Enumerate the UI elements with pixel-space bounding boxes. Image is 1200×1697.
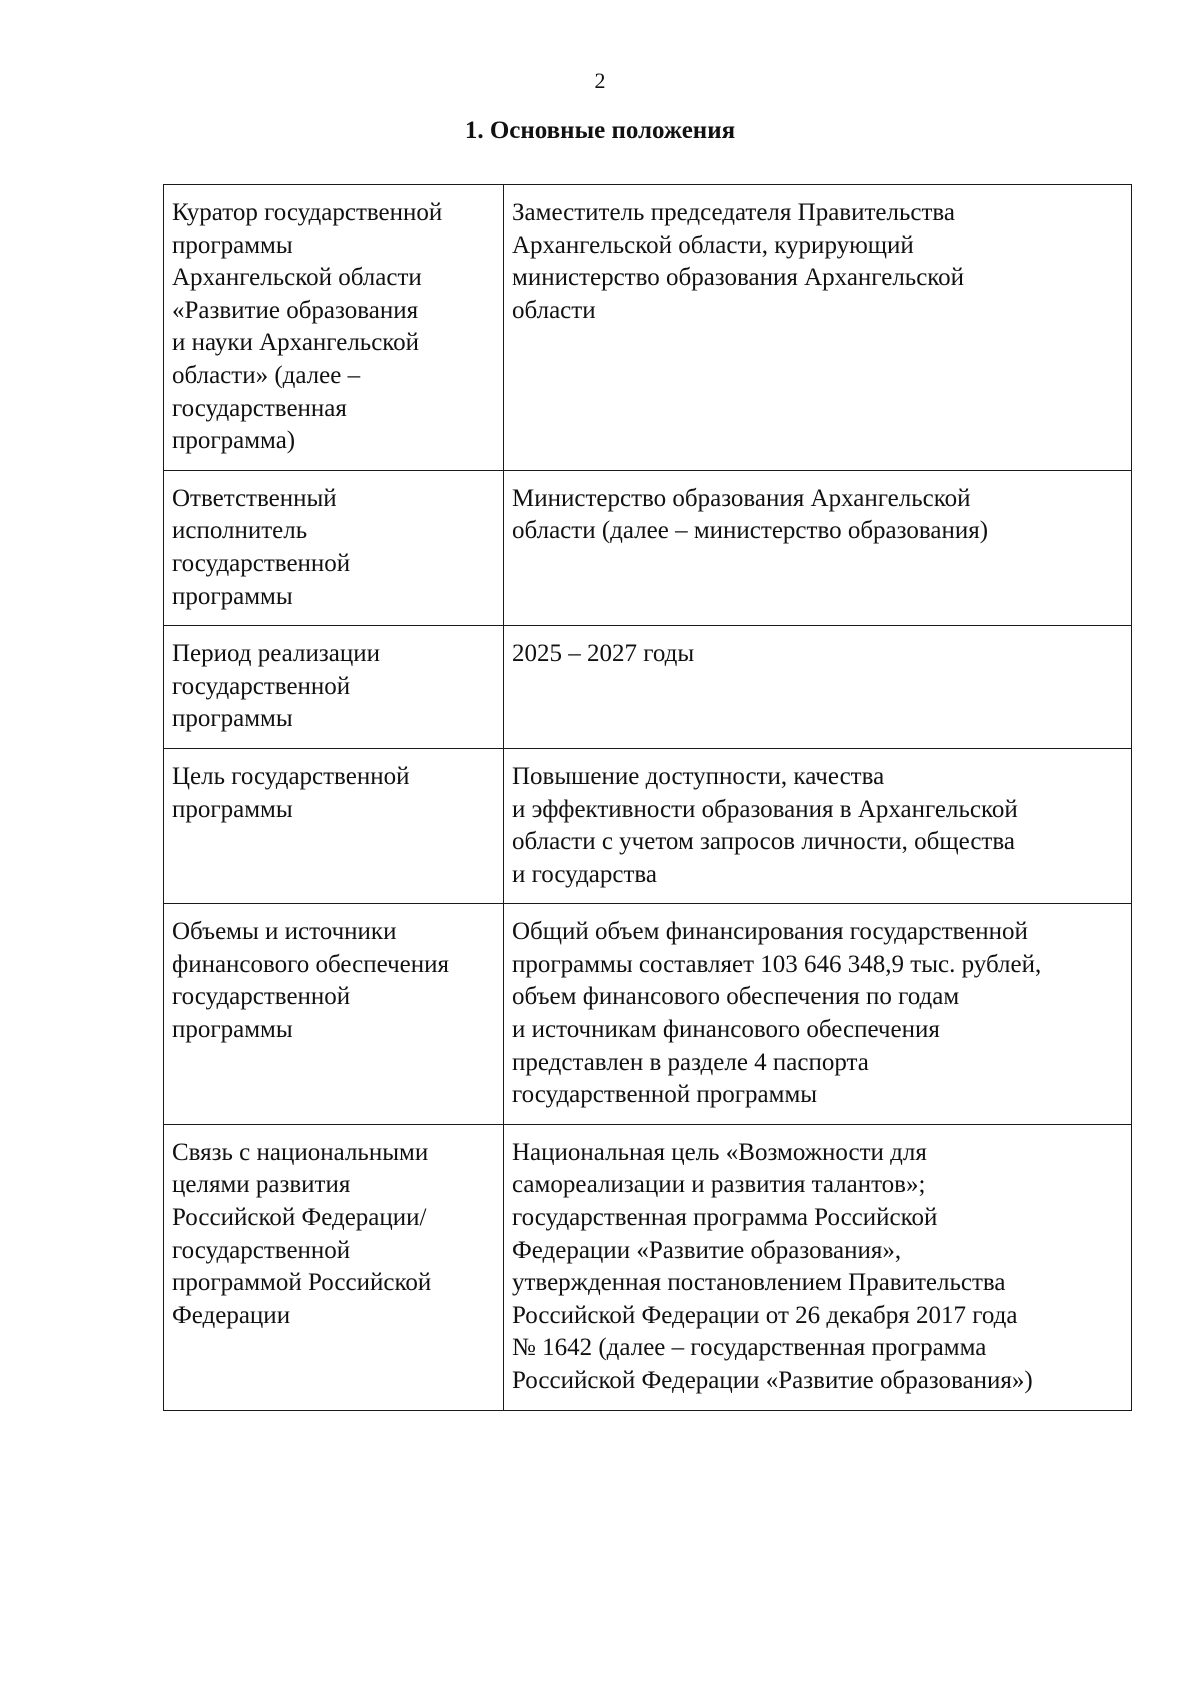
row-value-line: утвержденная постановлением Правительства — [512, 1269, 1006, 1297]
row-label-line: программа) — [172, 427, 296, 455]
row-label-line: Связь с национальными — [172, 1138, 429, 1166]
row-label-line: государственной — [172, 549, 351, 577]
row-value-line: Заместитель председателя Правительства — [512, 199, 955, 226]
section-title: 1. Основные положения — [464, 117, 736, 144]
row-value-line: Общий объем финансирования государственной — [512, 918, 1028, 946]
row-value-line: программы составляет 103 646 348,9 тыс. рублей, — [512, 950, 1042, 978]
row-value-line: представлен в разделе 4 паспорта — [512, 1048, 869, 1076]
row-label-cell — [164, 1124, 504, 1410]
row-label-cell — [164, 185, 504, 471]
row-label-line: государственная — [172, 394, 347, 422]
row-label-line: Цель государственной — [172, 762, 410, 790]
row-label-line: Период реализации — [172, 640, 380, 668]
row-label-line: Ответственный — [172, 484, 337, 512]
row-label-line: Объемы и источники — [172, 918, 397, 946]
row-value-line: № 1642 (далее – государственная программа — [512, 1334, 987, 1362]
row-value-cell — [504, 748, 1132, 903]
row-value-line: и источникам финансового обеспечения — [512, 1016, 940, 1044]
row-label-line: области» (далее – — [172, 361, 361, 389]
row-value-line: и государства — [512, 860, 657, 888]
row-label-line: государственной — [172, 1236, 351, 1264]
row-value-line: Архангельской области, курирующий — [512, 231, 914, 259]
row-label-line: «Развитие образования — [172, 296, 419, 324]
row-label-line: Российской Федерации/ — [172, 1204, 427, 1232]
row-label-line: Архангельской области — [172, 264, 422, 292]
row-value-line: области (далее – министерство образования) — [512, 517, 989, 545]
table-row-goal — [164, 748, 1132, 903]
row-value-cell — [504, 185, 1132, 471]
table-row-period — [164, 626, 1132, 749]
row-value-line: самореализации и развития талантов»; — [512, 1171, 926, 1199]
row-label-line: государственной — [172, 983, 351, 1011]
row-label-line: программы — [172, 795, 293, 823]
row-value-line: объем финансового обеспечения по годам — [512, 983, 960, 1011]
table-row-national-goals — [164, 1124, 1132, 1410]
row-label-cell — [164, 470, 504, 625]
row-label-line: исполнитель — [172, 517, 308, 545]
row-value-cell — [504, 1124, 1132, 1410]
row-label-line: финансового обеспечения — [172, 950, 450, 978]
row-value-line: Российской Федерации от 26 декабря 2017 года — [512, 1301, 1018, 1329]
row-value-line: Российской Федерации «Развитие образования») — [512, 1367, 1033, 1394]
row-label-line: Федерации — [172, 1301, 291, 1329]
row-label-line: целями развития — [172, 1171, 351, 1199]
row-value-line: министерство образования Архангельской — [512, 264, 965, 292]
row-label-line: программы — [172, 1016, 293, 1044]
table-row-curator — [164, 185, 1132, 471]
table-row-responsible-executor — [164, 470, 1132, 625]
row-label-line: Куратор государственной — [172, 199, 443, 226]
row-value-cell — [504, 904, 1132, 1125]
table-row-funding — [164, 904, 1132, 1125]
row-value-line: Федерации «Развитие образования», — [512, 1236, 902, 1264]
row-value-line: Национальная цель «Возможности для — [512, 1138, 927, 1166]
row-value-line: 2025 – 2027 годы — [512, 640, 695, 668]
row-value-cell — [504, 626, 1132, 749]
row-label-line: программы — [172, 705, 293, 733]
row-value-line: государственная программа Российской — [512, 1204, 938, 1232]
row-value-line: Повышение доступности, качества — [512, 762, 885, 790]
row-label-cell — [164, 748, 504, 903]
row-value-line: и эффективности образования в Архангельской — [512, 795, 1018, 823]
row-value-cell — [504, 470, 1132, 625]
row-label-line: программы — [172, 231, 293, 259]
row-value-line: области с учетом запросов личности, общества — [512, 828, 1015, 856]
row-label-cell — [164, 904, 504, 1125]
row-label-line: программы — [172, 582, 293, 610]
row-label-line: государственной — [172, 672, 351, 700]
row-label-line: программой Российской — [172, 1269, 432, 1297]
row-label-cell — [164, 626, 504, 749]
row-label-line: и науки Архангельской — [172, 329, 420, 357]
row-value-line: государственной программы — [512, 1081, 818, 1109]
row-value-line: Министерство образования Архангельской — [512, 484, 971, 512]
row-value-line: области — [512, 296, 596, 324]
program-passport-table — [163, 184, 1132, 1411]
page-number: 2 — [594, 68, 606, 93]
